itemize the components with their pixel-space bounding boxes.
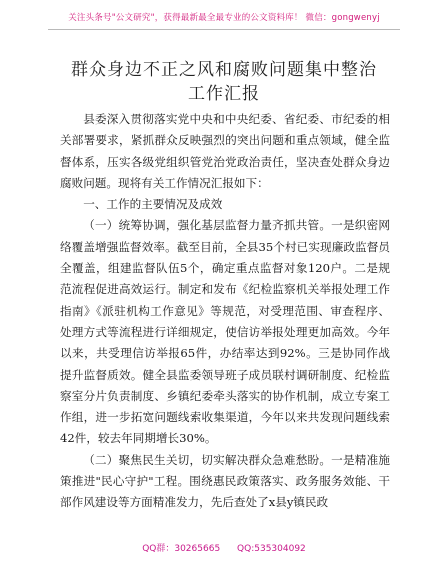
header-divider	[48, 29, 400, 30]
document-body	[60, 109, 390, 514]
document-title: 群众身边不正之风和腐败问题集中整治	[71, 60, 377, 80]
footer-qq: QQ:535304092	[237, 544, 306, 554]
footer-qq-group: QQ群：30265665	[142, 544, 221, 554]
page-header	[0, 0, 448, 30]
paragraph-intro: 县委深入贯彻落实党中央和中央纪委、省纪委、市纪委的相关部署要求，紧抓群众反映强烈的突出问题和重点领域，健全监督体系，压实各级党组织管党治党政治责任，坚决查处群众身边腐败问题。现将有关工作情况汇报如下：	[60, 112, 390, 190]
page-footer	[0, 541, 448, 554]
paragraph-one: （一）统筹协调，强化基层监督力量齐抓共管。一是织密网络覆盖增强监督效率。截至目前，全县35个村已实现廉政监督员全覆盖，组建监督队伍5个，确定重点监督对象120户。二是规范流程促进高效运行。制定和发布《纪检监察机关举报处理工作指南》《派驻机构工作意见》等规范，对受理范围、审查程序、处理方式等流程进行详细规定，使信访举报处理更加高效。今年以来，共受理信访举报65件，办结率达到92%。三是协同作战提升监督质效。健全县监委领导班子成员联村调研制度、纪检监察室分片负责制度、乡镇纪委牵头落实的协作机制，成立专案工作组，进一步拓宽问题线索收集渠道，今年以来共发现问题线索42件，较去年同期增长30%。	[60, 218, 390, 446]
header-banner: 关注头条号"公文研究"，获得最新最全最专业的公文资料库！ 微信：gongwenyj	[68, 13, 380, 23]
paragraph-two: （二）聚焦民生关切，切实解决群众急难愁盼。一是精准施策推进"民心守护"工程。围绕惠民政策落实、政务服务效能、干部作风建设等方面精准发力，先后查处了x县y镇民政	[60, 452, 390, 510]
document-subtitle: 工作汇报	[188, 84, 260, 104]
section-heading: 一、工作的主要情况及成效	[83, 197, 223, 212]
